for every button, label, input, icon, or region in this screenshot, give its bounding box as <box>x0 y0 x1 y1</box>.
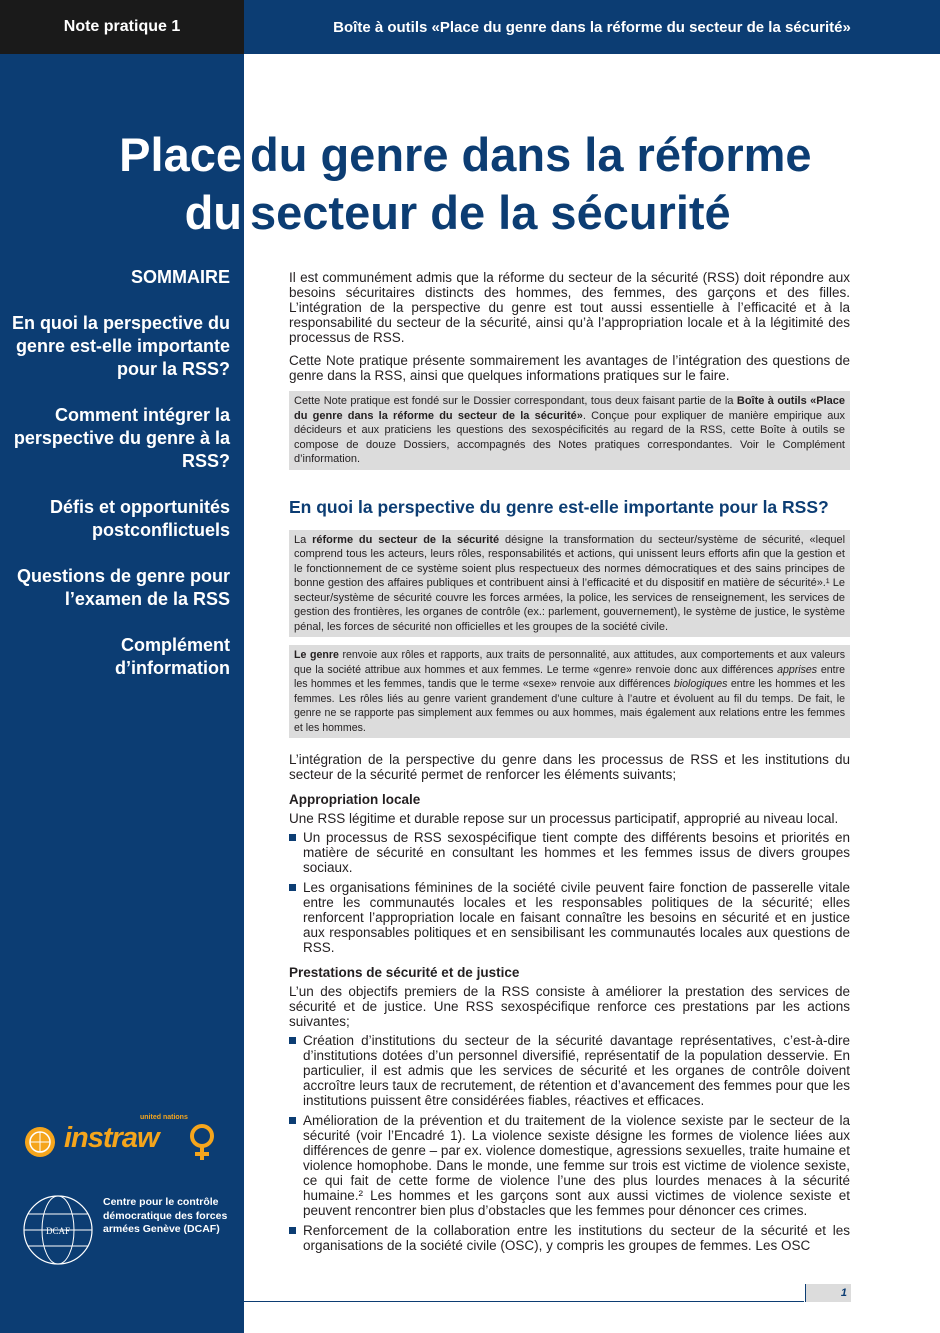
list-item: Les organisations féminines de la société civile peuvent faire fonction de passerelle vitale entre les communautés locales et les responsables politiques de la sécurité; elles renforcent l’appropriation locale en faisant connaître les besoins en sécurité et en justice aux responsables politiques et en sensibilisant les communautés locales aux questions de RSS. <box>289 880 850 955</box>
list-item: Un processus de RSS sexospécifique tient compte des différents besoins et priorités en matière de sécurité en consultant les hommes et les femmes issus de divers groupes sociaux. <box>289 830 850 875</box>
intro-paragraph: Il est communément admis que la réforme du secteur de la sécurité (RSS) doit répondre aux besoins sécuritaires distincts des hommes, des femmes, des garçons et des filles. L’intégration de la perspective du genre est tout aussi essentielle à l’efficacité et à la responsabilité du secteur de la sécurité, ainsi qu’à l’appropriation locale et à la légitimité des processus de RSS. <box>289 270 850 345</box>
bullet-list <box>289 1033 850 1253</box>
bullet-list <box>289 830 850 955</box>
note-label: Note pratique 1 <box>0 0 244 54</box>
title-line2-right: secteur de la sécurité <box>250 186 731 239</box>
list-item: Amélioration de la prévention et du traitement de la violence sexiste par le secteur de la sécurité (voir l’Encadré 1). La violence sexiste désigne les formes de violence liées aux différences de genre – par ex. violence domestique, agressions sexuelles, traite humaine et violence homophobe. Dans le monde, une femme sur trois est victime de violence sexiste, ce qui fait de cette forme de violence l’une des plus lourdes menaces à la sécurité humaine.² Les hommes et les garçons sont aux aussi victimes de violence sexiste et peuvent rencontrer bien plus d’obstacles que les femmes pour dénoncer ces crimes. <box>289 1113 850 1218</box>
dcaf-logo <box>18 1188 238 1268</box>
body-paragraph: Une RSS légitime et durable repose sur un processus participatif, approprié au niveau local. <box>289 811 839 826</box>
toc-item[interactable]: Défis et opportunités postconflictuels <box>49 497 230 540</box>
section-heading: En quoi la perspective du genre est-elle importante pour la RSS? <box>289 496 829 517</box>
globe-icon <box>18 1188 98 1268</box>
instraw-subtitle: united nations <box>140 1114 188 1121</box>
instraw-logo <box>22 1114 222 1166</box>
title-line2-left: du <box>184 186 242 239</box>
definition-box-genre: Le genre renvoie aux rôles et rapports, aux traits de personnalité, aux attitudes, aux comportements et aux valeurs que la société attribue aux hommes et aux femmes. Le terme «genre» renvoie donc aux différences apprises entre les hommes et les femmes, tandis que le terme «sexe» renvoie aux différences biologiques entre les hommes et les femmes. Les rôles liés au genre varient grandement d’une culture à l’autre et évoluent au fil du temps. De fait, le genre ne se rapporte pas simplement aux femmes ou aux hommes, mais également aux relations entre les femmes et les hommes. <box>289 645 850 738</box>
table-of-contents <box>10 266 230 703</box>
list-item: Création d’institutions du secteur de la sécurité davantage représentatives, c’est-à-dire d’institutions dotées d’un personnel diversifié, représentatif de la population desservie. En particulier, il est admis que les services de sécurité et les organes de contrôle doivent accroître leurs taux de recrutement, de rétention et d’avancement des femmes pour que les institutions puissent être considérées fiables, réactives et efficaces. <box>289 1033 850 1108</box>
dcaf-name: Centre pour le contrôle démocratique des forces armées Genève (DCAF) <box>103 1196 228 1235</box>
toolkit-title: Boîte à outils «Place du genre dans la réforme du secteur de la sécurité» <box>244 0 940 54</box>
note-box: Cette Note pratique est fondé sur le Dossier correspondant, tous deux faisant partie de la Boîte à outils «Place du genre dans la réforme du secteur de la sécurité». Conçue pour expliquer de manière empirique aux décideurs et aux praticiens les questions des sexospécificités au regard de la RSS, cette Boîte à outils se compose de douze Dossiers, accompagnés des Notes pratiques correspondantes. Voir le Complément d’information. <box>289 391 850 470</box>
footer-rule <box>244 1301 804 1302</box>
definition-box-rss: La réforme du secteur de la sécurité désigne la transformation du secteur/système de sécurité, «lequel comprend tous les acteurs, leurs rôles, responsabilités et actions, qui unissent leurs efforts afin que la gestion et le fonctionnement de ce système soient plus respectueux des normes démocratiques et des sains principes de bonne gestion des affaires publiques et contribuent ainsi à l’efficacité et du dispositif en matière de sécurité».¹ Le secteur/système de sécurité couvre les forces armées, la police, les services de renseignement, les services de gestion des frontières, les organes de contrôle (ex.: parlement, gouvernement), le système de justice, le système pénal, les forces de sécurité non officielles et les groupes de la société civile. <box>289 530 850 638</box>
toc-item[interactable]: Questions de genre pour l’examen de la RSS <box>16 566 230 609</box>
list-item: Renforcement de la collaboration entre les institutions du secteur de la sécurité et les organisations de la société civile (OSC), y compris les groupes de femmes. Les OSC <box>289 1223 850 1253</box>
main-content <box>289 270 850 1259</box>
dcaf-mark: DCAF <box>45 1226 71 1236</box>
subsection-heading: Appropriation locale <box>289 792 421 807</box>
toc-item[interactable]: Comment intégrer la perspective du genre à la RSS? <box>13 405 230 471</box>
intro-paragraph: Cette Note pratique présente sommairement les avantages de l’intégration des questions de genre dans la RSS, ainsi que quelques informations pratiques sur le faire. <box>289 353 850 383</box>
subsection-heading: Prestations de sécurité et de justice <box>289 965 520 980</box>
body-paragraph: L’intégration de la perspective du genre dans les processus de RSS et les institutions du secteur de la sécurité permet de renforcer les éléments suivants; <box>289 752 850 782</box>
instraw-wordmark: instraw <box>64 1122 159 1154</box>
page-number: 1 <box>805 1284 851 1302</box>
title-line1-left: Place <box>119 128 242 181</box>
toc-heading: SOMMAIRE <box>131 267 230 287</box>
body-paragraph: L’un des objectifs premiers de la RSS consiste à améliorer la prestation des services de sécurité et de justice. Une RSS sexospécifique renforce ces prestations par les actions suivantes; <box>289 984 850 1029</box>
toc-item[interactable]: En quoi la perspective du genre est-elle importante pour la RSS? <box>11 313 230 379</box>
page-title <box>0 126 900 242</box>
title-line1-right: du genre dans la réforme <box>250 128 812 181</box>
toc-item[interactable]: Complément d’information <box>115 635 230 678</box>
